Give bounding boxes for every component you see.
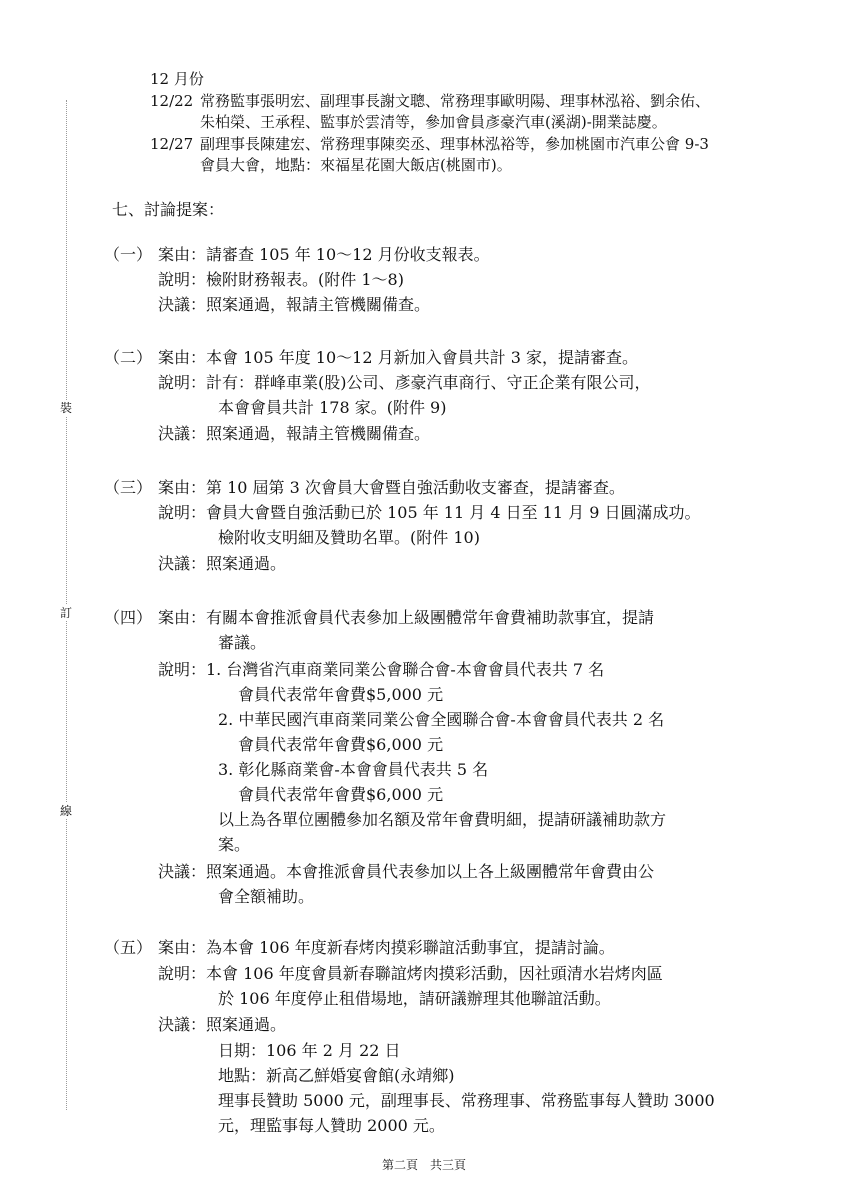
proposal-explain-line: 以上為各單位團體參加名額及常年會費明細，提請研議補助款方 [218, 810, 667, 829]
proposal-explain-line: 案。 [218, 835, 251, 854]
binding-mark-xian: 線 [59, 804, 72, 818]
proposal-case: 案由：本會 105 年度 10～12 月新加入會員共計 3 家，提請審查。 [158, 348, 638, 367]
proposal-resolution-line: 元，理監事每人贊助 2000 元。 [218, 1116, 445, 1135]
proposal-number: （三） [104, 478, 153, 497]
proposal-explain-line: 會員代表常年會費$5,000 元 [238, 685, 444, 704]
proposal-resolution: 決議：照案通過，報請主管機關備查。 [158, 295, 431, 314]
section-title: 七、討論提案： [112, 200, 225, 219]
proposal-resolution: 決議：照案通過。本會推派會員代表參加以上各上級團體常年會費由公 [158, 862, 655, 881]
event-date: 12/22 [150, 92, 194, 110]
proposal-explain-line: 3. 彰化縣商業會-本會會員代表共 5 名 [218, 760, 489, 779]
event-text: 朱柏榮、王承程、監事於雲清等，參加會員彥豪汽車(溪湖)-開業誌慶。 [200, 113, 667, 131]
proposal-explain: 說明：1. 台灣省汽車商業同業公會聯合會-本會會員代表共 7 名 [158, 660, 605, 679]
proposal-number: （五） [104, 938, 153, 957]
proposal-number: （二） [104, 348, 153, 367]
proposal-resolution: 決議：照案通過。 [158, 1015, 287, 1034]
proposal-case: 案由：請審查 105 年 10～12 月份收支報表。 [158, 245, 490, 264]
proposal-explain: 說明：會員大會暨自強活動已於 105 年 11 月 4 日至 11 月 9 日圓滿成功。 [158, 503, 701, 522]
proposal-case: 案由：為本會 106 年度新春烤肉摸彩聯誼活動事宜，提請討論。 [158, 938, 615, 957]
event-text: 會員大會，地點：來福星花園大飯店(桃園市)。 [200, 156, 512, 174]
proposal-explain: 說明：計有：群峰車業(股)公司、彥豪汽車商行、守正企業有限公司， [158, 373, 651, 392]
proposal-explain-line: 2. 中華民國汽車商業同業公會全國聯合會-本會會員代表共 2 名 [218, 710, 665, 729]
proposal-resolution-line: 日期：106 年 2 月 22 日 [218, 1041, 401, 1060]
proposal-explain: 說明：本會 106 年度會員新春聯誼烤肉摸彩活動，因社頭清水岩烤肉區 [158, 964, 663, 983]
proposal-explain-line: 於 106 年度停止租借場地，請研議辦理其他聯誼活動。 [218, 989, 611, 1008]
proposal-resolution-line: 地點：新高乙鮮婚宴會館(永靖鄉) [218, 1066, 455, 1085]
binding-mark-zhuang: 裝 [59, 401, 72, 415]
proposal-explain-line: 會員代表常年會費$6,000 元 [238, 785, 444, 804]
proposal-case-line: 審議。 [218, 633, 267, 652]
proposal-case: 案由：第 10 屆第 3 次會員大會暨自強活動收支審查，提請審查。 [158, 478, 625, 497]
proposal-resolution-line: 理事長贊助 5000 元，副理事長、常務理事、常務監事每人贊助 3000 [218, 1091, 715, 1110]
event-text: 常務監事張明宏、副理事長謝文聰、常務理事歐明陽、理事林泓裕、劉余佑、 [200, 92, 711, 110]
proposal-resolution: 決議：照案通過。 [158, 554, 287, 573]
page-number: 第二頁 共三頁 [381, 1158, 466, 1172]
proposal-number: （一） [104, 245, 153, 264]
month-header: 12 月份 [150, 70, 204, 88]
proposal-explain-line: 會員代表常年會費$6,000 元 [238, 735, 444, 754]
binding-mark-ding: 訂 [59, 606, 72, 620]
proposal-number: （四） [104, 608, 153, 627]
event-date: 12/27 [150, 135, 194, 153]
event-text: 副理事長陳建宏、常務理事陳奕丞、理事林泓裕等，參加桃園市汽車公會 9-3 [200, 135, 709, 153]
proposal-resolution-line: 會全額補助。 [218, 887, 315, 906]
proposal-explain-line: 本會會員共計 178 家。(附件 9) [218, 398, 447, 417]
proposal-case: 案由：有關本會推派會員代表參加上級團體常年會費補助款事宜，提請 [158, 608, 655, 627]
proposal-explain-line: 檢附收支明細及贊助名單。(附件 10) [218, 528, 480, 547]
proposal-resolution: 決議：照案通過，報請主管機關備查。 [158, 424, 431, 443]
proposal-explain: 說明：檢附財務報表。(附件 1～8) [158, 270, 404, 289]
